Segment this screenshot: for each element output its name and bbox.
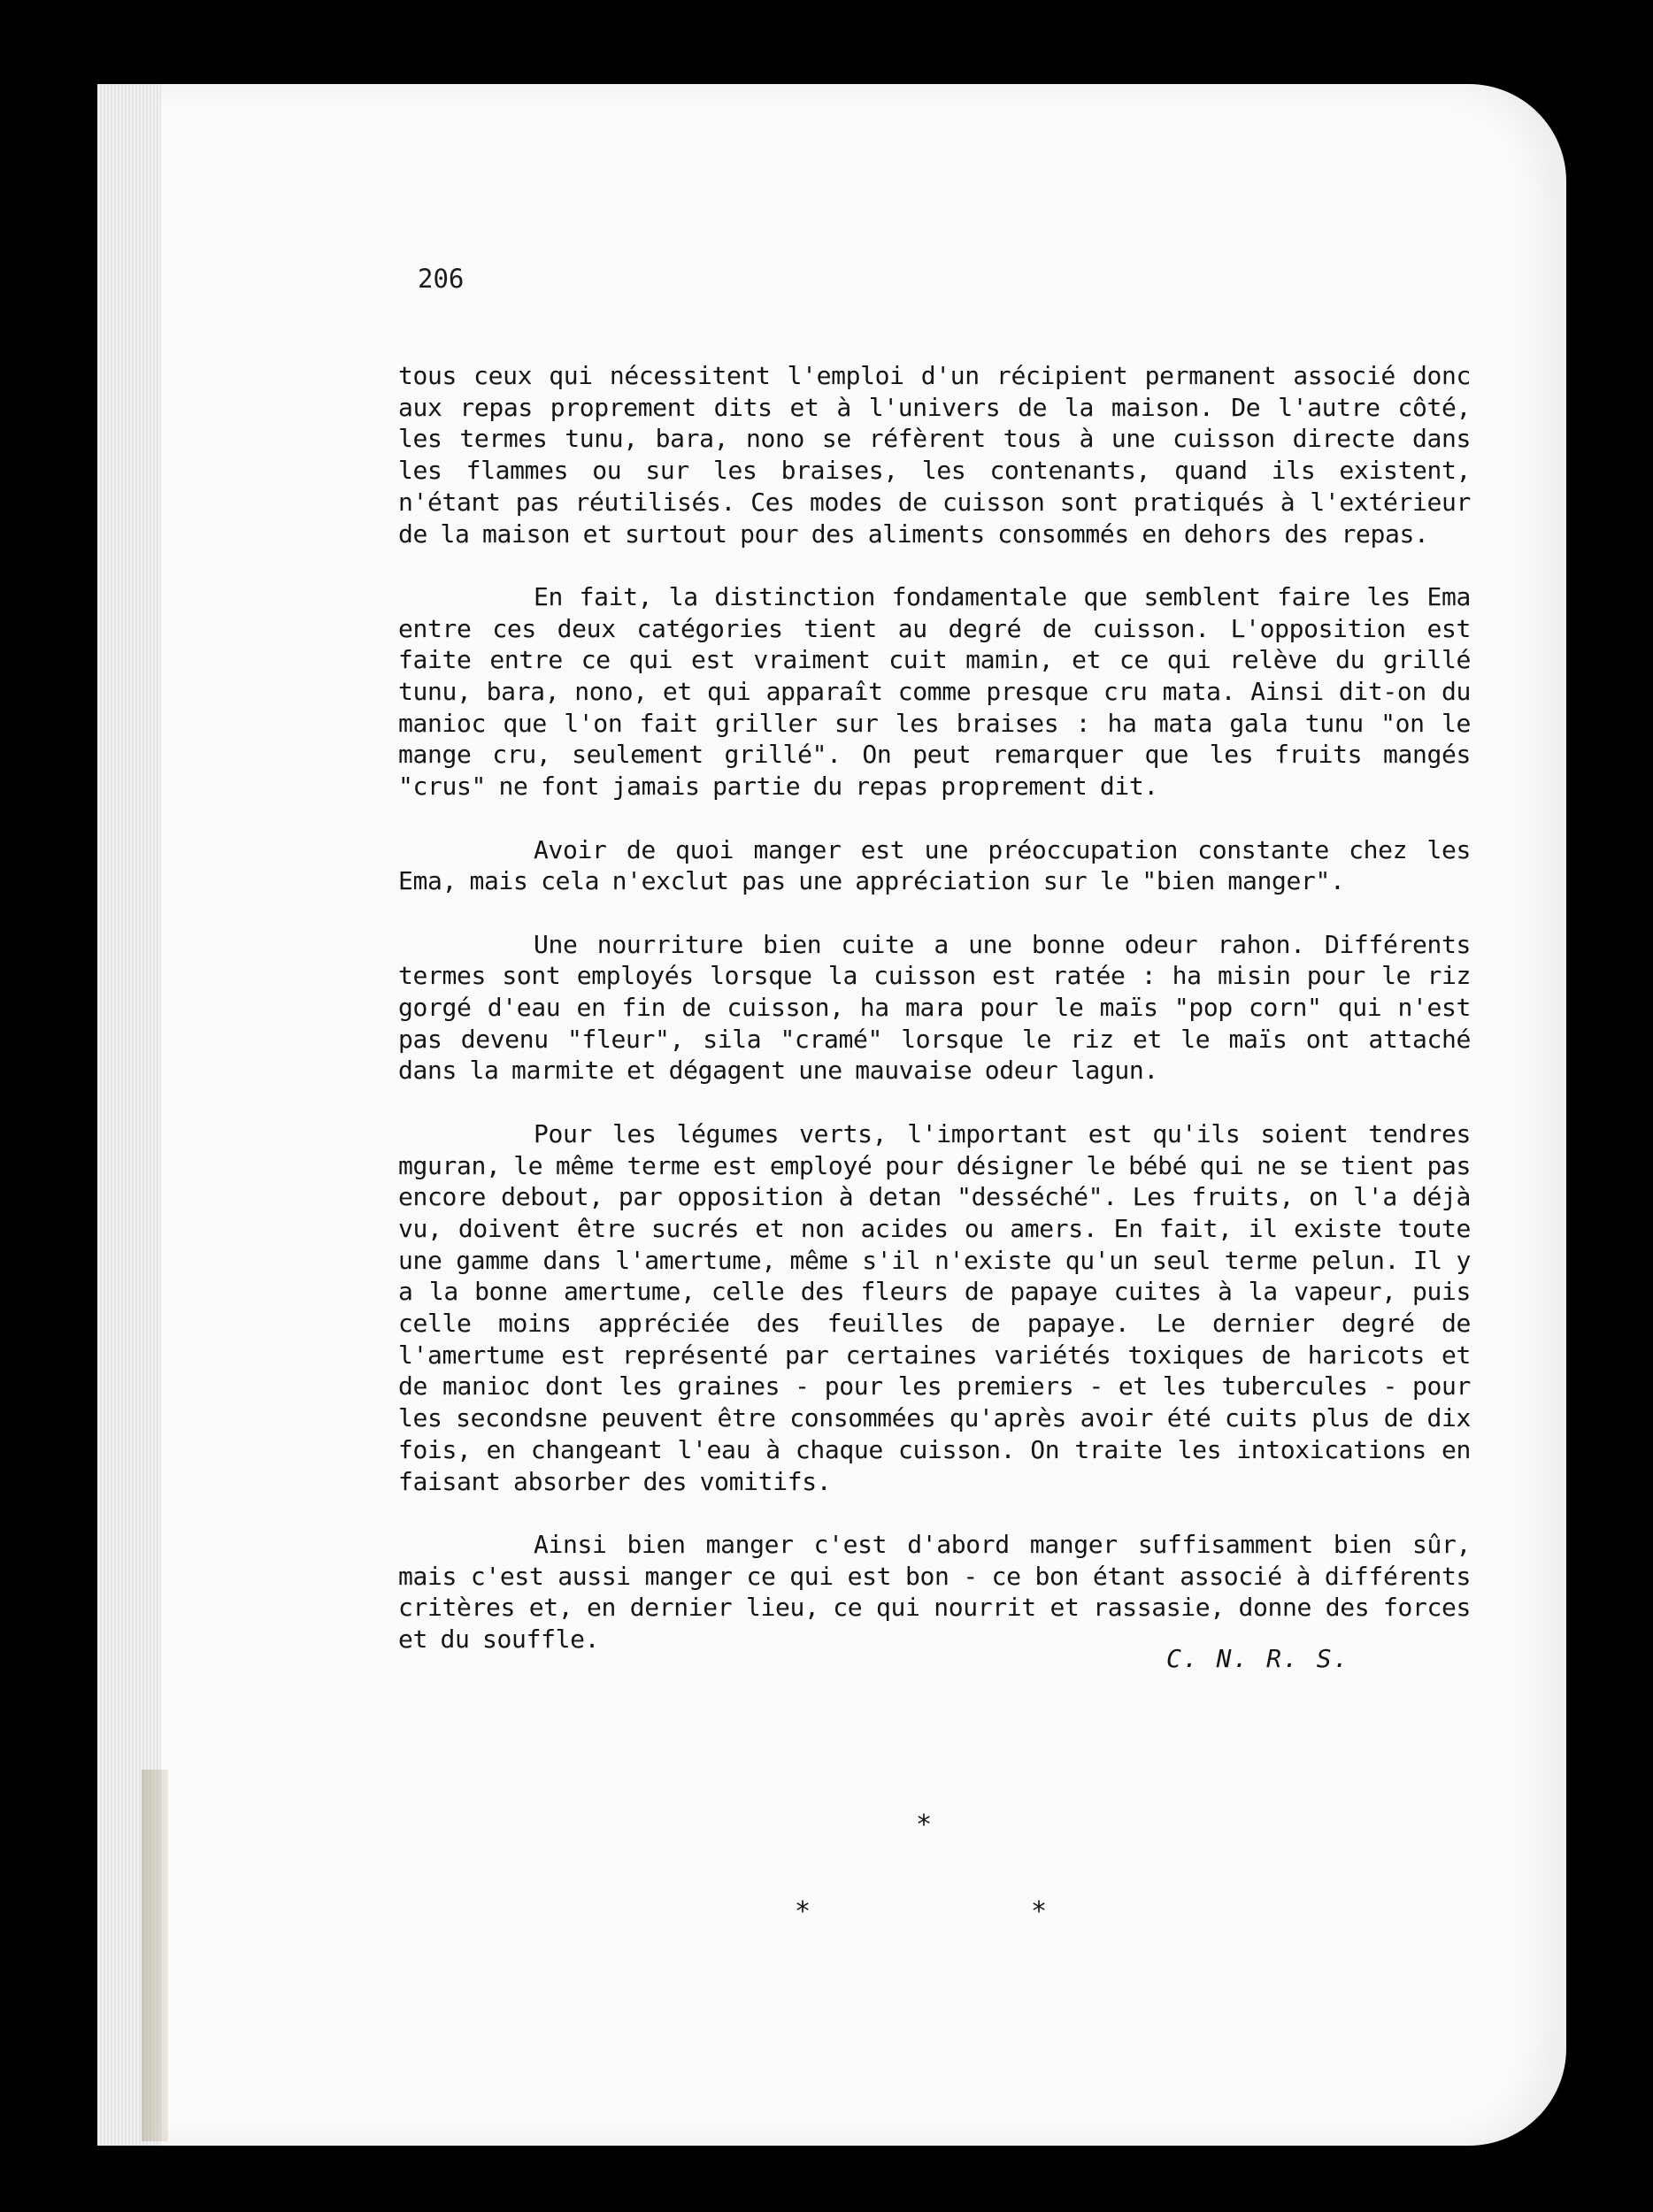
section-star-left: * [795,1896,811,1927]
section-star-right: * [1031,1896,1048,1927]
paragraph-1: tous ceux qui nécessitent l'emploi d'un récipient permanent associé donc aux repas proprement dits et à l'univers de la maison. De l'autre côté, les termes tunu, bara, nono se réfèrent tous à une cuisson directe dans les flammes ou sur les braises, les contenants, quand ils existent, n'étant pas réutilisés. Ces modes de cuisson sont pratiqués à l'extérieur de la maison et surtout pour des aliments consommés en dehors des repas. [398,361,1471,549]
paragraph-6: Ainsi bien manger c'est d'abord manger suffisamment bien sûr, mais c'est aussi manger ce qui est bon - ce bon étant associé à différents critères et, en dernier lieu, ce qui nourrit et rassasie, donne des forces et du souffle. [398,1529,1471,1655]
paragraph-3: Avoir de quoi manger est une préoccupation constante chez les Ema, mais cela n'exclut pas une appréciation sur le "bien manger". [398,834,1471,896]
paragraph-2: En fait, la distinction fondamentale que semblent faire les Ema entre ces deux catégories tient au degré de cuisson. L'opposition est faite entre ce qui est vraiment cuit mamin, et ce qui relève du grillé tunu, bara, nono, et qui apparaît comme presque cru mata. Ainsi dit-on du manioc que l'on fait griller sur les braises : ha mata gala tunu "on le mange cru, seulement grillé". On peut remarquer que les fruits mangés "crus" ne font jamais partie du repas proprement dit. [398,581,1471,802]
page-edge-stain [142,1770,168,2141]
paragraph-4: Une nourriture bien cuite a une bonne odeur rahon. Différents termes sont employés lorsque la cuisson est ratée : ha misin pour le riz gorgé d'eau en fin de cuisson, ha mara pour le maïs "pop corn" qui n'est pas devenu "fleur", sila "cramé" lorsque le riz et le maïs ont attaché dans la marmite et dégagent une mauvaise odeur lagun. [398,929,1471,1086]
page-number: 206 [418,264,465,294]
section-star-top: * [916,1809,933,1840]
paragraph-5: Pour les légumes verts, l'important est qu'ils soient tendres mguran, le même terme est employé pour désigner le bébé qui ne se tient pas encore debout, par opposition à detan "desséché". Les fruits, on l'a déjà vu, doivent être sucrés et non acides ou amers. En fait, il existe toute une gamme dans l'amertume, même s'il n'existe qu'un seul terme pelun. Il y a la bonne amertume, celle des fleurs de papaye cuites à la vapeur, puis celle moins appréciée des feuilles de papaye. Le dernier degré de l'amertume est représenté par certaines variétés toxiques de haricots et de manioc dont les graines - pour les premiers - et les tubercules - pour les secondsne peuvent être consommées qu'après avoir été cuits plus de dix fois, en changeant l'eau à chaque cuisson. On traite les intoxications en faisant absorber des vomitifs. [398,1118,1471,1496]
body-text [398,360,1471,1686]
signature: C. N. R. S. [1166,1644,1350,1673]
